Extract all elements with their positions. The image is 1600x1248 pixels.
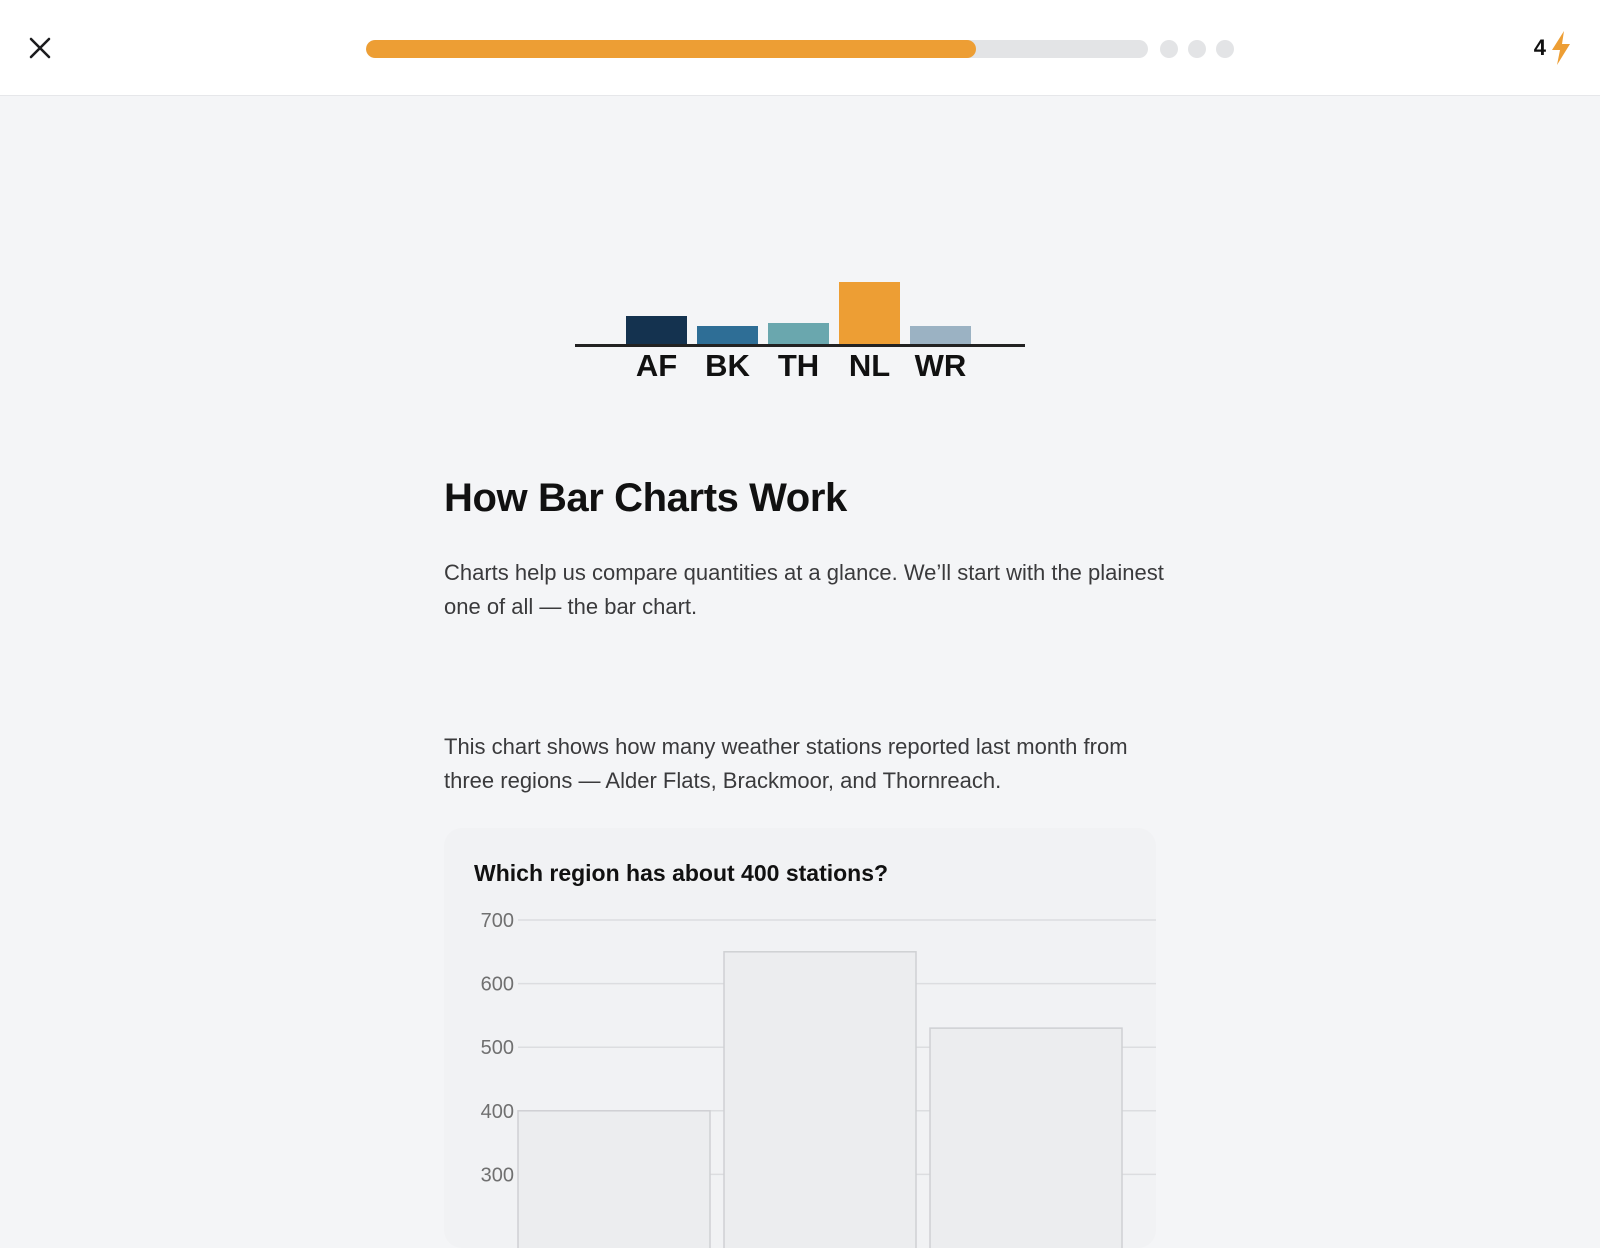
- lesson-progress-bar: [366, 40, 1148, 58]
- hero-bar-wr: [910, 326, 971, 344]
- y-tick-label: 500: [480, 1037, 514, 1060]
- remaining-steps-dots: [1160, 40, 1234, 58]
- y-tick-label: 700: [480, 910, 514, 932]
- y-tick-label: 400: [480, 1100, 514, 1123]
- step-dot: [1188, 40, 1206, 58]
- step-dot: [1160, 40, 1178, 58]
- close-icon: [28, 36, 52, 60]
- hero-bar-th: [768, 323, 829, 344]
- top-bar: [0, 0, 1600, 96]
- question-card: [444, 828, 1156, 1248]
- streak-counter[interactable]: [1534, 30, 1572, 66]
- y-tick-label: 600: [480, 973, 514, 996]
- step-dot: [1216, 40, 1234, 58]
- streak-count: 4: [1533, 35, 1546, 60]
- y-tick-label: 300: [480, 1164, 514, 1187]
- bar-thornreach[interactable]: [930, 1028, 1122, 1248]
- lesson-content: [0, 96, 1600, 1200]
- hero-bar-af: [626, 316, 687, 344]
- question-bar-chart: [444, 828, 1156, 1248]
- bar-brackmoor[interactable]: [724, 952, 916, 1248]
- hero-bar-bk: [697, 326, 758, 344]
- hero-category-label: BK: [705, 348, 750, 383]
- lesson-description: This chart shows how many weather stations reported last month from three regions — Alder Flats, Brackmoor, and Thornreach.: [444, 734, 1128, 793]
- hero-category-label: WR: [914, 348, 967, 383]
- hero-category-label: NL: [848, 348, 891, 383]
- hero-bar-chart: [575, 276, 1030, 386]
- hero-bar-chart-illustration: [575, 276, 1030, 386]
- close-button[interactable]: [22, 30, 58, 66]
- lesson-progress-fill: [366, 40, 976, 58]
- question-prompt: Which region has about 400 stations?: [474, 860, 889, 886]
- hero-bar-nl: [839, 282, 900, 344]
- hero-category-label: AF: [635, 348, 678, 383]
- lesson-title: How Bar Charts Work: [444, 476, 847, 520]
- hero-category-label: TH: [777, 348, 820, 383]
- lesson-intro: Charts help us compare quantities at a glance. We’ll start with the plainest one of all — the bar chart.: [444, 560, 1164, 619]
- bar-alder-flats[interactable]: [518, 1111, 710, 1248]
- lightning-bolt-icon: [1550, 30, 1572, 66]
